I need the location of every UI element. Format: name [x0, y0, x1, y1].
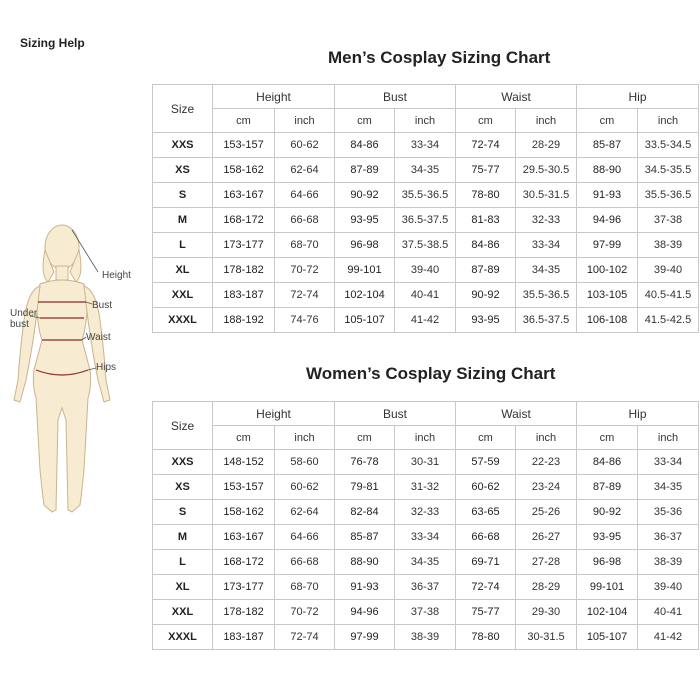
table-row — [153, 158, 699, 183]
measurement-cell: 33-34 — [395, 133, 456, 158]
height-header: Height — [213, 85, 335, 109]
measurement-cell: 33-34 — [395, 525, 456, 550]
unit-header: inch — [275, 426, 335, 450]
measurement-cell: 72-74 — [456, 133, 516, 158]
measurement-cell: 32-33 — [395, 500, 456, 525]
measurement-cell: 100-102 — [577, 258, 638, 283]
measurement-cell: 41-42 — [395, 308, 456, 333]
measurement-cell: 62-64 — [275, 500, 335, 525]
measurement-cell: 34.5-35.5 — [638, 158, 699, 183]
measurement-cell: 99-101 — [335, 258, 395, 283]
table-row — [153, 308, 699, 333]
size-cell: XS — [153, 475, 213, 500]
table-row — [153, 233, 699, 258]
unit-header: cm — [456, 426, 516, 450]
women-chart-title: Women’s Cosplay Sizing Chart — [306, 364, 556, 383]
measurement-cell: 34-35 — [516, 258, 577, 283]
table-row — [153, 600, 699, 625]
measurement-cell: 148-152 — [213, 450, 275, 475]
size-cell: M — [153, 525, 213, 550]
measurement-cell: 66-68 — [275, 208, 335, 233]
waist-label: Waist — [86, 332, 111, 343]
measurement-cell: 105-107 — [577, 625, 638, 650]
table-row — [153, 625, 699, 650]
measurement-cell: 33-34 — [638, 450, 699, 475]
measurement-cell: 78-80 — [456, 183, 516, 208]
measurement-cell: 41-42 — [638, 625, 699, 650]
measurement-cell: 34-35 — [638, 475, 699, 500]
under-bust-label: Under bust — [10, 308, 38, 330]
measurement-cell: 35.5-36.5 — [395, 183, 456, 208]
measurement-cell: 76-78 — [335, 450, 395, 475]
measurement-cell: 78-80 — [456, 625, 516, 650]
table-row — [153, 208, 699, 233]
measurement-cell: 25-26 — [516, 500, 577, 525]
measurement-cell: 57-59 — [456, 450, 516, 475]
measurement-cell: 34-35 — [395, 550, 456, 575]
table-row — [153, 258, 699, 283]
measurement-cell: 36.5-37.5 — [395, 208, 456, 233]
measurement-cell: 153-157 — [213, 475, 275, 500]
measurement-cell: 64-66 — [275, 183, 335, 208]
hip-header: Hip — [577, 402, 699, 426]
measurement-cell: 37.5-38.5 — [395, 233, 456, 258]
table-row — [153, 500, 699, 525]
table-row — [153, 475, 699, 500]
measurement-cell: 85-87 — [577, 133, 638, 158]
measurement-cell: 39-40 — [638, 258, 699, 283]
men-chart-title: Men’s Cosplay Sizing Chart — [328, 48, 551, 67]
bust-header: Bust — [335, 402, 456, 426]
measurement-cell: 28-29 — [516, 575, 577, 600]
measurement-cell: 28-29 — [516, 133, 577, 158]
measurement-cell: 39-40 — [395, 258, 456, 283]
measurement-cell: 40-41 — [395, 283, 456, 308]
measurement-cell: 75-77 — [456, 158, 516, 183]
unit-header: cm — [213, 426, 275, 450]
measurement-cell: 70-72 — [275, 258, 335, 283]
measurement-cell: 93-95 — [577, 525, 638, 550]
measurement-cell: 60-62 — [275, 475, 335, 500]
measurement-cell: 36-37 — [395, 575, 456, 600]
men-sizing-table — [152, 84, 699, 333]
measurement-cell: 94-96 — [335, 600, 395, 625]
measurement-cell: 183-187 — [213, 625, 275, 650]
measurement-cell: 84-86 — [335, 133, 395, 158]
measurement-cell: 173-177 — [213, 233, 275, 258]
measurement-cell: 91-93 — [335, 575, 395, 600]
measurement-cell: 103-105 — [577, 283, 638, 308]
measurement-cell: 75-77 — [456, 600, 516, 625]
measurement-cell: 34-35 — [395, 158, 456, 183]
measurement-cell: 31-32 — [395, 475, 456, 500]
measurement-cell: 93-95 — [335, 208, 395, 233]
measurement-cell: 58-60 — [275, 450, 335, 475]
measurement-cell: 168-172 — [213, 550, 275, 575]
measurement-cell: 32-33 — [516, 208, 577, 233]
measurement-cell: 74-76 — [275, 308, 335, 333]
measurement-cell: 183-187 — [213, 283, 275, 308]
measurement-cell: 35.5-36.5 — [638, 183, 699, 208]
measurement-cell: 173-177 — [213, 575, 275, 600]
unit-header: cm — [577, 426, 638, 450]
measurement-cell: 66-68 — [456, 525, 516, 550]
measurement-cell: 69-71 — [456, 550, 516, 575]
measurement-cell: 97-99 — [577, 233, 638, 258]
size-cell: XS — [153, 158, 213, 183]
size-cell: XXS — [153, 450, 213, 475]
unit-header: inch — [516, 109, 577, 133]
measurement-cell: 153-157 — [213, 133, 275, 158]
measurement-cell: 63-65 — [456, 500, 516, 525]
measurement-cell: 85-87 — [335, 525, 395, 550]
measurement-cell: 105-107 — [335, 308, 395, 333]
measurement-cell: 68-70 — [275, 575, 335, 600]
measurement-cell: 94-96 — [577, 208, 638, 233]
measurement-cell: 88-90 — [335, 550, 395, 575]
measurement-cell: 37-38 — [395, 600, 456, 625]
measurement-cell: 87-89 — [456, 258, 516, 283]
table-row — [153, 283, 699, 308]
measurement-cell: 40-41 — [638, 600, 699, 625]
size-cell: L — [153, 233, 213, 258]
measurement-cell: 87-89 — [335, 158, 395, 183]
measurement-cell: 64-66 — [275, 525, 335, 550]
measurement-cell: 168-172 — [213, 208, 275, 233]
measurement-cell: 37-38 — [638, 208, 699, 233]
measurement-cell: 29.5-30.5 — [516, 158, 577, 183]
table-row — [153, 525, 699, 550]
unit-header: inch — [395, 426, 456, 450]
measurement-cell: 72-74 — [456, 575, 516, 600]
bust-header: Bust — [335, 85, 456, 109]
female-silhouette-illustration — [0, 220, 150, 530]
measurement-cell: 36.5-37.5 — [516, 308, 577, 333]
size-header: Size — [153, 85, 213, 133]
measurement-cell: 29-30 — [516, 600, 577, 625]
measurement-cell: 60-62 — [275, 133, 335, 158]
measurement-cell: 26-27 — [516, 525, 577, 550]
measurement-cell: 30-31.5 — [516, 625, 577, 650]
unit-header: cm — [213, 109, 275, 133]
size-cell: XL — [153, 258, 213, 283]
measurement-cell: 188-192 — [213, 308, 275, 333]
measurement-cell: 96-98 — [577, 550, 638, 575]
measurement-cell: 35-36 — [638, 500, 699, 525]
unit-header: inch — [395, 109, 456, 133]
size-cell: L — [153, 550, 213, 575]
measurement-cell: 66-68 — [275, 550, 335, 575]
measurement-cell: 62-64 — [275, 158, 335, 183]
unit-header: cm — [335, 109, 395, 133]
measurement-cell: 82-84 — [335, 500, 395, 525]
measurement-cell: 27-28 — [516, 550, 577, 575]
hips-label: Hips — [96, 362, 117, 373]
measurement-cell: 60-62 — [456, 475, 516, 500]
measurement-cell: 102-104 — [577, 600, 638, 625]
measurement-cell: 36-37 — [638, 525, 699, 550]
height-header: Height — [213, 402, 335, 426]
measurement-cell: 38-39 — [395, 625, 456, 650]
table-row — [153, 183, 699, 208]
waist-header: Waist — [456, 85, 577, 109]
measurement-cell: 158-162 — [213, 500, 275, 525]
bust-label: Bust — [92, 300, 113, 311]
size-cell: XXL — [153, 283, 213, 308]
measurement-cell: 40.5-41.5 — [638, 283, 699, 308]
size-cell: M — [153, 208, 213, 233]
measurement-cell: 39-40 — [638, 575, 699, 600]
measurement-cell: 81-83 — [456, 208, 516, 233]
page-heading: Sizing Help — [20, 36, 85, 50]
measurement-cell: 90-92 — [577, 500, 638, 525]
measurement-cell: 158-162 — [213, 158, 275, 183]
measurement-cell: 178-182 — [213, 600, 275, 625]
unit-header: cm — [335, 426, 395, 450]
measurement-cell: 163-167 — [213, 525, 275, 550]
measurement-cell: 72-74 — [275, 625, 335, 650]
measurement-cell: 33-34 — [516, 233, 577, 258]
measurement-cell: 91-93 — [577, 183, 638, 208]
size-cell: XXXL — [153, 308, 213, 333]
table-row — [153, 450, 699, 475]
measurement-cell: 79-81 — [335, 475, 395, 500]
size-cell: S — [153, 183, 213, 208]
body-measurement-figure — [0, 220, 150, 530]
measurement-cell: 99-101 — [577, 575, 638, 600]
measurement-cell: 84-86 — [456, 233, 516, 258]
measurement-cell: 35.5-36.5 — [516, 283, 577, 308]
measurement-cell: 22-23 — [516, 450, 577, 475]
measurement-cell: 33.5-34.5 — [638, 133, 699, 158]
measurement-cell: 72-74 — [275, 283, 335, 308]
unit-header: cm — [456, 109, 516, 133]
measurement-cell: 163-167 — [213, 183, 275, 208]
size-header: Size — [153, 402, 213, 450]
measurement-cell: 178-182 — [213, 258, 275, 283]
height-label: Height — [102, 270, 131, 281]
measurement-cell: 38-39 — [638, 550, 699, 575]
measurement-cell: 68-70 — [275, 233, 335, 258]
measurement-cell: 97-99 — [335, 625, 395, 650]
measurement-cell: 38-39 — [638, 233, 699, 258]
measurement-cell: 102-104 — [335, 283, 395, 308]
measurement-cell: 87-89 — [577, 475, 638, 500]
measurement-cell: 70-72 — [275, 600, 335, 625]
measurement-cell: 96-98 — [335, 233, 395, 258]
measurement-cell: 90-92 — [456, 283, 516, 308]
measurement-cell: 106-108 — [577, 308, 638, 333]
unit-header: inch — [516, 426, 577, 450]
table-row — [153, 550, 699, 575]
measurement-cell: 41.5-42.5 — [638, 308, 699, 333]
size-cell: S — [153, 500, 213, 525]
size-cell: XXXL — [153, 625, 213, 650]
table-row — [153, 133, 699, 158]
unit-header: inch — [638, 426, 699, 450]
size-cell: XXS — [153, 133, 213, 158]
hip-header: Hip — [577, 85, 699, 109]
measurement-cell: 88-90 — [577, 158, 638, 183]
unit-header: cm — [577, 109, 638, 133]
measurement-cell: 93-95 — [456, 308, 516, 333]
measurement-cell: 30-31 — [395, 450, 456, 475]
women-sizing-table — [152, 401, 699, 650]
measurement-cell: 90-92 — [335, 183, 395, 208]
waist-header: Waist — [456, 402, 577, 426]
measurement-cell: 30.5-31.5 — [516, 183, 577, 208]
measurement-cell: 84-86 — [577, 450, 638, 475]
measurement-cell: 23-24 — [516, 475, 577, 500]
size-cell: XXL — [153, 600, 213, 625]
unit-header: inch — [638, 109, 699, 133]
table-row — [153, 575, 699, 600]
unit-header: inch — [275, 109, 335, 133]
size-cell: XL — [153, 575, 213, 600]
